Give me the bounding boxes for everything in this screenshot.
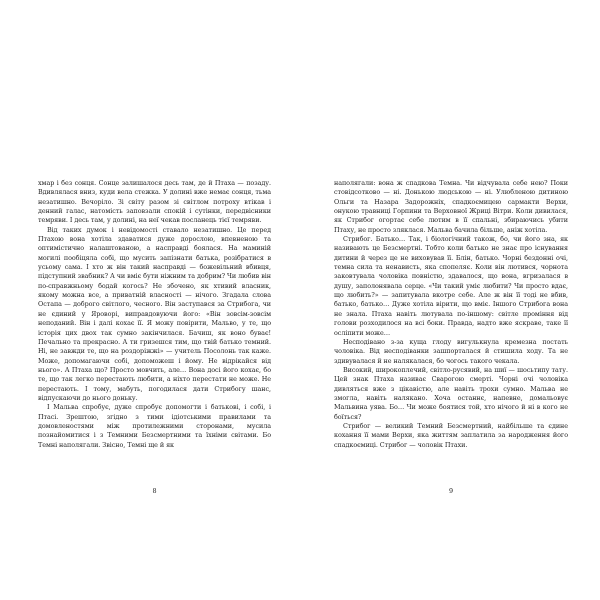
left-page-text [38, 179, 271, 450]
paragraph: Високий, широкоплечий, світло-русявий, на шиї — шосьтипу тату. Цей знак Птаха називає Сварогою смерті. Чорні очі чоловіка дивляться вже з цікавістю, але навіть трохи сумно. Мальва не змогла, навіть налякано. Хоча останнє, напевне, домальовує Мальвина уява. Бо… Чи може боятися той, хто нічого й ні в кого не боїться? [334, 365, 568, 421]
page-number: 9 [448, 487, 454, 495]
paragraph: хмар і без сонця. Сонце залишалося десь там, де й Птаха — позаду. Вдивлялася вниз, куди вела стежка. У долині вже немає сонця, тьма незатишно. Вечоріло. Зі світу разом зі світлом потроху втікав і денний галас, натомість заповзали спокій і сутінки, передвісники темряви. І десь там, у долині, на неї чекав посланець тієї темряви. [38, 179, 271, 225]
paragraph: наполягали: вона ж спадкова Темна. Чи відчувала себе нею? Поки стовідсотково — ні. Донькою людською — ні. Улюбленою дитиною Ольги та Назара Задорожніх, спадкоємицею сармакти Верхи, онукою травниці Горпини та Верховної Жриці Вітри. Коли дивилася, як Стрибог огортає себе лютим в її спальні, збираючись убити Птаху, не просто зляклася. Мальва бачила більше, аніж хотіла. [334, 179, 568, 234]
paragraph: Несподівано з-за куща глоду вигулькнула кремезна постать чоловіка. Від несподіванки зашпорталася й стишила ходу. Та не здивувалася й не налякалася, бо чогось такого чекала. [334, 337, 568, 365]
paragraph: Від таких думок і невідомості ставало незатишно. Це перед Птахою вона хотіла здаватися дуже дорослою, впевненою та оптимістично налаштованою, а насправді боялася. На маминій могилі пообіцяла собі, що мусить запізнати батька, розібратися в усьому сама. І хто ж він такий насправді — божевільний вбивця, підступний звабник? А чи вміє бути ніжним та добрим? Чи любив він по-справжньому бодай когось? Не збочено, як хтивий власник, якому можна все, а приватній власності — нічого. Згадала слова Остапа — доброго світлого, чесного. Він заступався за Стрибога, чи не єдиний у Яроворі, виправдовуючи його: «Він зовсім-зовсім неподаний. Він і далі кохає її. Я можу повірити, Мальво, у те, що історія цих двох так сумно закінчилася. Бачиш, як воно буває! Печально та прекрасно. А ти гризешся тим, що твій батько темний. Ні, не завжди те, що на роздоріжжі» — учитель Посолонь так каже. Може, допомагаючи собі, допоможеш і йому. Не відрікайся від нього». А Птаха що? Просто мовчить, але… Вона досі його кохає, бо те, що так легко перестають любити, а ніхто перестати не може. Не перестають. І тому, мабуть, погодилася дати Стрибогу шанс, відпускаючи до нього доньку. [38, 225, 271, 402]
page-number: 8 [152, 487, 157, 495]
paragraph: Стрибог — великий Темний Безсмертний, найбільше та єдине кохання її мами Верхи, яка життям заплатила за народження його спадкоємиці. Стрибог — чоловік Птахи. [334, 421, 568, 449]
paragraph: Стрибог. Батько… Так, і біологічний також, бо, чи його зна, як називають це Безсмертні. Тобто коли батько не знає про існування дитини й через це не виховував її. Блін, батько. Чорні бездонні очі, темна сила та ненависть, яка спопеляє. Коли він лютився, чорнота заковтувала чоловіка повністю, здавалося, що вона, вгризалася в душу, заполонявала серце. «Чи такий уміє любити? Чи просто вдає, що любить?» — запитувала вкотре себе. Але ж він її тоді не вбив, батько, батько… Дуже хотіла вірити, що вміє. Іншого Стрибога вона не знала. Птаха навіть лютувала по-іншому: світле проміння від голови розходилося на всі боки. Правда, надто вже яскраве, таке її осліпити може… [334, 235, 568, 337]
paragraph: І Мальва спробує, дуже спробує допомогти і батькові, і собі, і Птасі. Зрештою, згідно з тими ідіотськими правилами та домовленостями між протилежними сторонами, мусила познайомитися і з Темними Безсмертними та їхніми світами. Бо Темні наполягали. Звісно, Темні ще й як [38, 403, 271, 449]
